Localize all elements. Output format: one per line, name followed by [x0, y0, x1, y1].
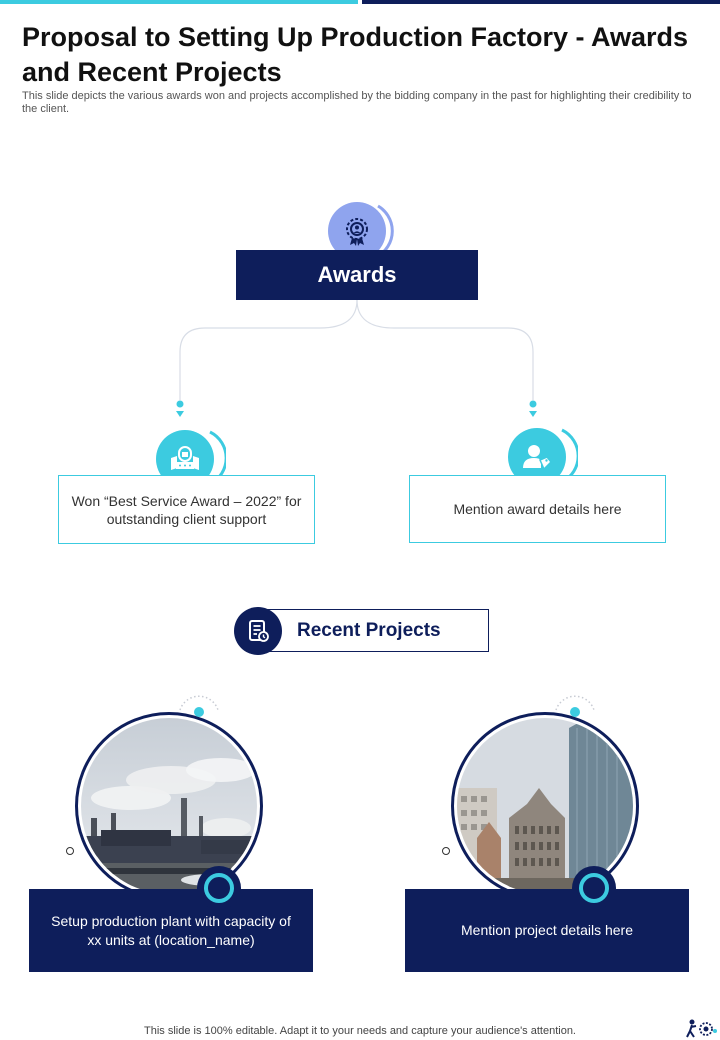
footer-note: This slide is 100% editable. Adapt it to your needs and capture your audience's attention.	[144, 1025, 576, 1037]
project-1-small-marker	[66, 847, 74, 855]
recent-projects-label: Recent Projects	[297, 619, 441, 641]
recent-projects-heading	[258, 609, 489, 652]
project-item-1	[29, 889, 313, 972]
city-skyline-photo	[457, 718, 633, 894]
award-item-1	[58, 475, 315, 544]
project-2-cyan-marker	[570, 707, 580, 717]
project-item-2-text: Mention project details here	[461, 922, 633, 938]
project-item-2	[405, 889, 689, 972]
project-1-cyan-marker	[194, 707, 204, 717]
award-item-2-text: Mention award details here	[453, 501, 622, 517]
project-report-icon	[234, 607, 282, 655]
project-1-ring-badge	[197, 866, 241, 910]
award-item-2	[409, 475, 666, 543]
project-2-small-marker	[442, 847, 450, 855]
awards-heading: Awards	[236, 250, 478, 300]
project-2-ring-badge	[572, 866, 616, 910]
page-title: Proposal to Setting Up Production Factory - Awards and Recent Projects	[22, 22, 689, 87]
project-item-1-text: Setup production plant with capacity of xx units at (location_name)	[51, 912, 291, 948]
page-subtitle: This slide depicts the various awards won and projects accomplished by the bidding company in the past for highlighting their credibility to the client.	[22, 90, 692, 115]
award-item-1-text: Won “Best Service Award – 2022” for outstanding client support	[71, 492, 302, 527]
brand-logo-icon	[686, 1018, 718, 1038]
factory-smokestacks-photo	[81, 718, 257, 894]
